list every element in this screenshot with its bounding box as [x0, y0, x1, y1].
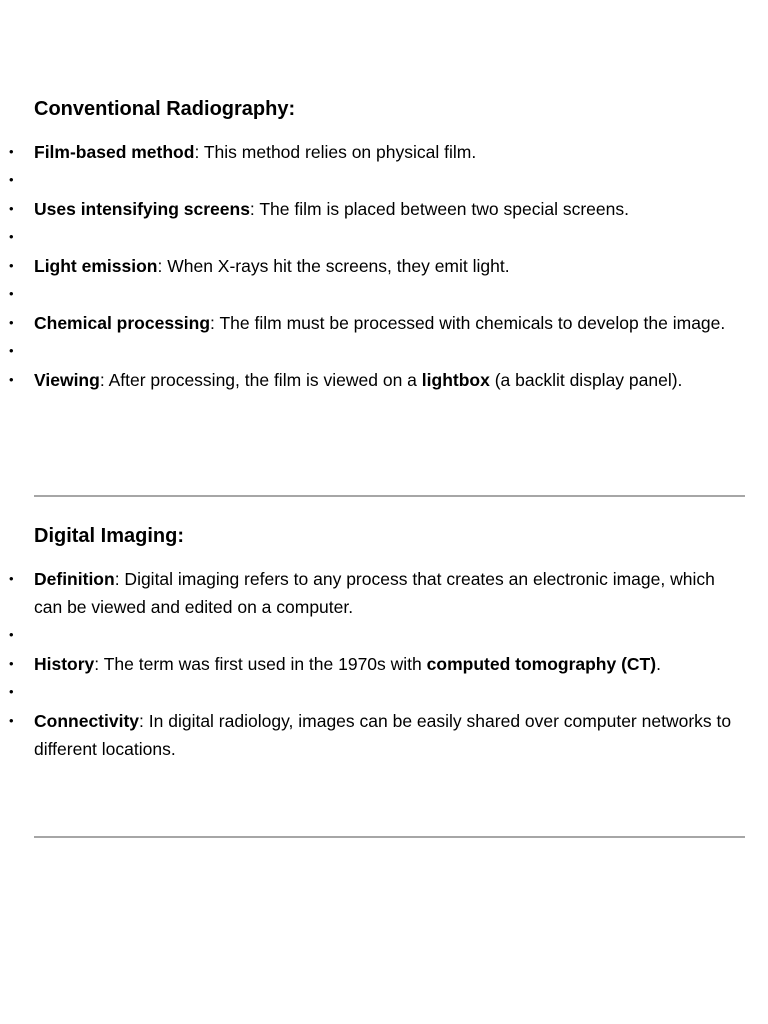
list-item	[0, 565, 768, 621]
item-text-tail: (a backlit display panel).	[489, 370, 683, 390]
item-bold-term: lightbox	[421, 370, 490, 390]
item-text-tail: .	[656, 654, 661, 674]
empty-list-item	[0, 337, 768, 366]
item-term: Film-based method	[34, 142, 195, 162]
bullet-icon: •	[9, 258, 14, 273]
item-term: History	[34, 654, 95, 674]
item-separator: :	[249, 199, 255, 219]
item-text: After processing, the film is viewed on a	[104, 370, 422, 390]
bullet-icon: •	[9, 201, 14, 216]
list-item	[0, 309, 768, 337]
item-term: Light emission	[34, 256, 158, 276]
section-heading: Conventional Radiography:	[34, 98, 296, 120]
empty-list-item	[0, 678, 768, 707]
item-text: The film is placed between two special screens.	[254, 199, 629, 219]
empty-list-item	[0, 166, 768, 195]
item-text: In digital radiology, images can be easily shared over computer networks to different locations.	[34, 711, 732, 759]
empty-list-item	[0, 280, 768, 309]
section-digital-imaging	[0, 519, 768, 763]
item-term: Chemical processing	[34, 313, 211, 333]
item-bold-term: computed tomography (CT)	[426, 654, 657, 674]
item-separator: :	[94, 654, 100, 674]
item-text: The film must be processed with chemicals to develop the image.	[214, 313, 726, 333]
horizontal-divider	[34, 495, 745, 497]
item-text: The term was first used in the 1970s with	[99, 654, 427, 674]
bullet-icon: •	[9, 229, 14, 244]
item-text: Digital imaging refers to any process that creates an electronic image, which can be viewed and edited on a computer.	[34, 569, 715, 617]
bullet-icon: •	[9, 372, 14, 387]
item-separator: :	[210, 313, 215, 333]
item-separator: :	[194, 142, 200, 162]
item-separator: :	[114, 569, 120, 589]
bullet-icon: •	[9, 713, 14, 728]
bullet-list	[0, 565, 768, 763]
list-item	[0, 195, 768, 223]
bullet-icon: •	[9, 343, 14, 358]
bullet-icon: •	[9, 286, 14, 301]
bullet-icon: •	[9, 627, 14, 642]
horizontal-divider	[34, 836, 745, 838]
list-item	[0, 138, 768, 166]
item-separator: :	[99, 370, 105, 390]
list-item	[0, 366, 768, 394]
bullet-icon: •	[9, 684, 14, 699]
empty-list-item	[0, 621, 768, 650]
item-term: Viewing	[34, 370, 100, 390]
item-text: This method relies on physical film.	[199, 142, 477, 162]
list-item	[0, 252, 768, 280]
item-term: Connectivity	[34, 711, 140, 731]
list-item	[0, 650, 768, 678]
item-text: When X-rays hit the screens, they emit light.	[162, 256, 510, 276]
section-heading: Digital Imaging:	[34, 525, 184, 547]
list-item	[0, 707, 768, 763]
bullet-icon: •	[9, 144, 14, 159]
bullet-icon: •	[9, 656, 14, 671]
item-separator: :	[139, 711, 144, 731]
bullet-icon: •	[9, 172, 14, 187]
item-term: Uses intensifying screens	[34, 199, 250, 219]
item-separator: :	[157, 256, 163, 276]
item-term: Definition	[34, 569, 115, 589]
empty-list-item	[0, 223, 768, 252]
bullet-icon: •	[9, 571, 14, 586]
bullet-list	[0, 138, 768, 394]
bullet-icon: •	[9, 315, 14, 330]
section-conventional-radiography	[0, 92, 768, 394]
